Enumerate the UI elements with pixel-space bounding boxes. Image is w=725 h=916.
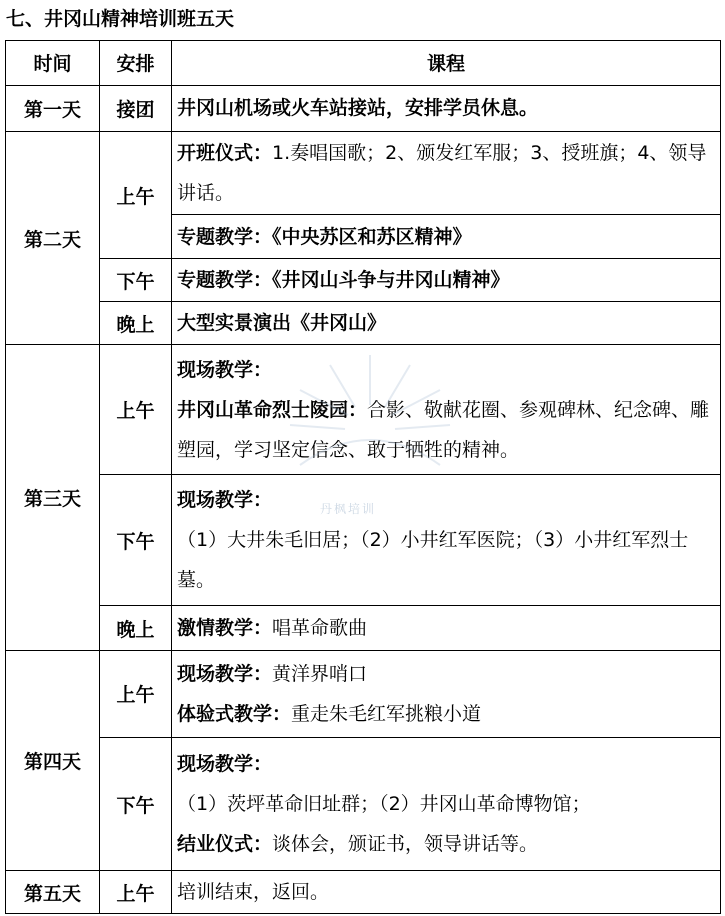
section-title: 七、井冈山精神培训班五天 [6,8,235,30]
course-text: 重走朱毛红军挑粮小道 [291,702,482,725]
header-arrangement: 安排 [100,41,172,86]
slot-cell: 上午 [100,871,172,914]
day-cell: 第三天 [6,345,100,650]
slot-cell: 晚上 [100,606,172,651]
course-text: （1）茨坪革命旧址群；（2）井冈山革命博物馆； [177,793,591,816]
table-row [6,737,721,871]
course-heading: 现场教学： [177,358,273,381]
header-course: 课程 [172,41,721,86]
slot-cell: 下午 [100,474,172,606]
course-label: 专题教学： [177,225,273,248]
slot-cell: 上午 [100,132,172,259]
course-line [177,824,715,864]
table-row [6,345,721,474]
course-text: 《井冈山斗争与井冈山精神》 [272,269,510,292]
course-cell [172,474,721,606]
day-cell: 第五天 [6,871,100,914]
course-label: 激情教学： [177,617,273,640]
day-cell: 第一天 [6,85,100,132]
table-row [6,259,721,301]
course-cell [172,132,721,215]
course-cell [172,259,721,301]
course-line [177,654,715,694]
course-label: 开班仪式： [177,142,273,164]
course-cell [172,606,721,651]
slot-cell: 晚上 [100,301,172,344]
table-row [6,474,721,606]
course-heading: 现场教学： [177,753,273,776]
course-text: 合影、敬献花圈、参观碑林、纪念碑、雕塑园，学习坚定信念、敢于牺牲的精神。 [177,398,710,461]
table-row [6,301,721,344]
course-text: 《中央苏区和苏区精神》 [272,225,472,248]
course-cell: 大型实景演出《井冈山》 [172,301,721,344]
day-cell: 第四天 [6,650,100,871]
header-time: 时间 [6,41,100,86]
course-cell: 培训结束，返回。 [172,871,721,914]
slot-cell: 上午 [100,650,172,737]
course-line [177,694,715,734]
slot-cell: 下午 [100,737,172,871]
table-header-row [6,41,721,86]
table-row [6,650,721,737]
slot-cell: 上午 [100,345,172,474]
course-text: 唱革命歌曲 [272,617,368,640]
course-cell [172,650,721,737]
course-label: 现场教学： [177,662,273,685]
course-cell [172,737,721,871]
day-cell: 第二天 [6,132,100,345]
watermark-text: 丹枫培训 [320,502,377,516]
course-text: 谈体会，颁证书，领导讲话等。 [272,833,539,856]
course-body [177,390,715,470]
course-cell: 井冈山机场或火车站接站，安排学员休息。 [172,85,721,132]
course-text: （1）大井朱毛旧居；（2）小井红军医院；（3）小井红军烈士墓。 [177,529,689,592]
schedule-table [5,40,721,914]
course-label: 专题教学： [177,269,273,292]
table-row [6,871,721,914]
table-row [6,85,721,132]
slot-cell: 接团 [100,85,172,132]
course-text: 1.奏唱国歌；2、颁发红军服；3、授班旗；4、领导讲话。 [177,142,707,204]
course-label: 体验式教学： [177,702,292,725]
course-heading: 现场教学： [177,489,273,512]
course-text: 黄洋界哨口 [272,662,368,685]
course-cell [172,214,721,259]
table-row [6,606,721,651]
course-label: 井冈山革命烈士陵园： [177,398,368,421]
course-cell [172,345,721,474]
course-label: 结业仪式： [177,833,273,856]
table-row [6,132,721,215]
slot-cell: 下午 [100,259,172,301]
